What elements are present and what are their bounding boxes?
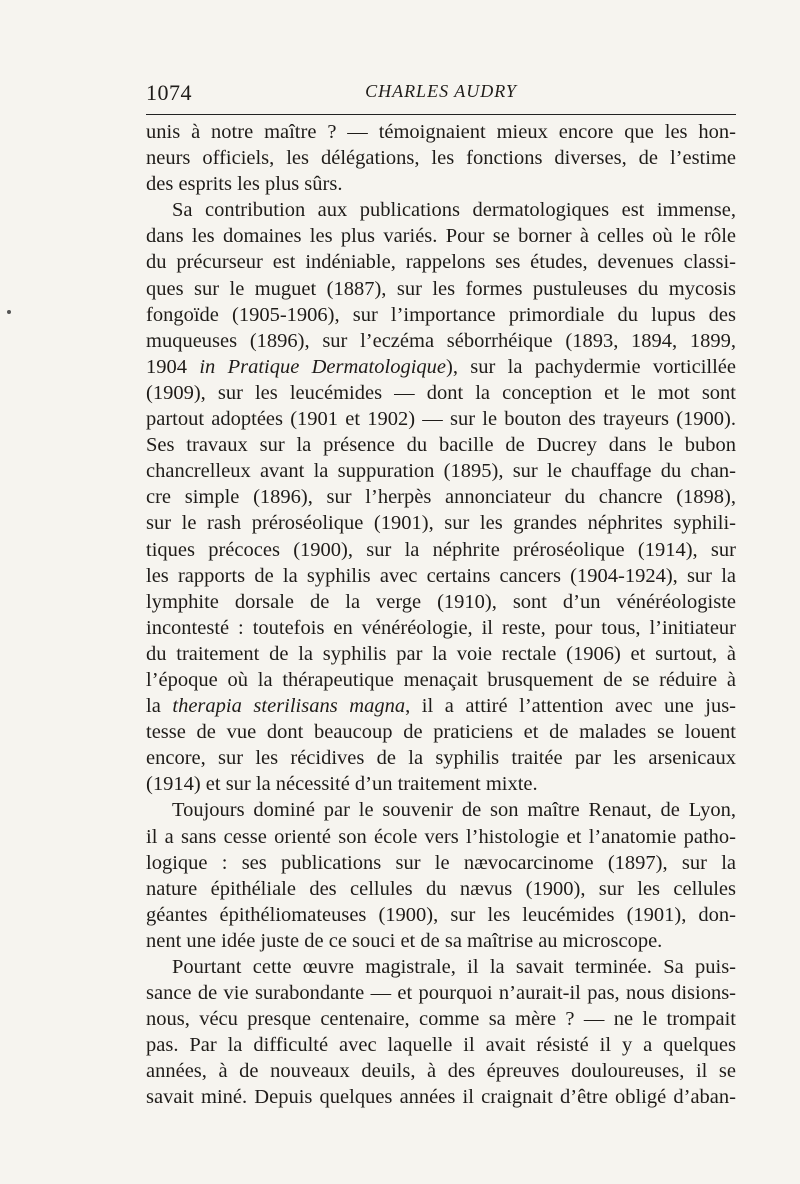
text-line: tesse de vue dont beaucoup de praticiens et de malades se louent	[146, 721, 736, 744]
page-number: 1074	[146, 80, 192, 105]
text-line	[146, 693, 736, 719]
text-line: pas. Par la difficulté avec laquelle il avait résisté il y a quelques	[146, 1034, 736, 1057]
text-line: (1914) et sur la nécessité d’un traitement mixte.	[146, 773, 538, 796]
text-segment: ), sur la pachydermie vorticillée	[446, 355, 737, 378]
text-line: fongoïde (1905-1906), sur l’importance primordiale du lupus des	[146, 303, 736, 326]
text-line	[146, 354, 736, 380]
header-rule	[146, 114, 736, 115]
text-line: ques sur le muguet (1887), sur les formes pustuleuses du mycosis	[146, 277, 736, 300]
running-head: CHARLES AUDRY	[365, 81, 517, 101]
text-line: des esprits les plus sûrs.	[146, 173, 343, 196]
text-line: nous, vécu presque centenaire, comme sa mère ? — ne le trompait	[146, 1008, 736, 1031]
text-segment: , il a attiré l’attention avec une jus-	[405, 695, 736, 718]
text-line: Toujours dominé par le souvenir de son maître Renaut, de Lyon,	[172, 799, 736, 822]
text-line: sur le rash préroséolique (1901), sur les grandes néphrites syphili-	[146, 512, 736, 535]
text-line: tiques précoces (1900), sur la néphrite préroséolique (1914), sur	[146, 538, 736, 561]
text-segment: 1904	[146, 355, 200, 378]
text-line: années, à de nouveaux deuils, à des épreuves douloureuses, il se	[146, 1060, 736, 1083]
text-line: il a sans cesse orienté son école vers l’histologie et l’anatomie patho-	[146, 825, 736, 848]
text-line: Sa contribution aux publications dermatologiques est immense,	[172, 199, 736, 222]
text-line: Pourtant cette œuvre magistrale, il la savait terminée. Sa puis-	[172, 956, 736, 978]
text-line: dans les domaines les plus variés. Pour se borner à celles où le rôle	[146, 225, 736, 248]
text-line: logique : ses publications sur le nævocarcinome (1897), sur la	[146, 851, 736, 874]
italic-title: in Pratique Dermatologique	[199, 355, 446, 378]
text-line: muqueuses (1896), sur l’eczéma séborrhéique (1893, 1894, 1899,	[146, 329, 736, 352]
text-segment: la	[146, 695, 173, 718]
page-header	[146, 80, 736, 110]
text-line: nent une idée juste de ce souci et de sa maîtrise au microscope.	[146, 929, 663, 952]
text-line: incontesté : toutefois en vénéréologie, il reste, pour tous, l’initiateur	[146, 616, 736, 639]
text-line: sance de vie surabondante — et pourquoi n’aurait-il pas, nous disions-	[146, 982, 736, 1005]
text-line: lymphite dorsale de la verge (1910), sont d’un vénéréologiste	[146, 590, 736, 613]
text-line: nature épithéliale des cellules du nævus (1900), sur les cellules	[146, 877, 736, 900]
text-line: neurs officiels, les délégations, les fonctions diverses, de l’estime	[146, 147, 736, 170]
italic-term: therapia sterilisans magna	[172, 695, 406, 718]
body-text	[146, 119, 736, 1111]
text-line: géantes épithéliomateuses (1900), sur les leucémides (1901), don-	[146, 903, 736, 926]
text-line: l’époque où la thérapeutique menaçait brusquement de se réduire à	[146, 668, 736, 691]
text-line: du traitement de la syphilis par la voie rectale (1906) et surtout, à	[146, 642, 736, 665]
text-line: unis à notre maître ? — témoignaient mieux encore que les hon-	[146, 121, 736, 143]
text-line: Ses travaux sur la présence du bacille de Ducrey dans le bubon	[146, 434, 736, 457]
text-line: du précurseur est indéniable, rappelons ses études, devenues classi-	[146, 251, 736, 274]
text-line: cre simple (1896), sur l’herpès annonciateur du chancre (1898),	[146, 486, 736, 509]
text-line: (1909), sur les leucémides — dont la conception et le mot sont	[146, 381, 736, 404]
text-line: savait miné. Depuis quelques années il craignait d’être obligé d’aban-	[146, 1086, 736, 1109]
text-line: partout adoptées (1901 et 1902) — sur le bouton des trayeurs (1900).	[146, 408, 736, 431]
margin-speck	[7, 310, 11, 314]
text-line: les rapports de la syphilis avec certains cancers (1904-1924), sur la	[146, 564, 736, 587]
text-line: chancrelleux avant la suppuration (1895), sur le chauffage du chan-	[146, 460, 736, 483]
text-line: encore, sur les récidives de la syphilis traitée par les arsenicaux	[146, 747, 736, 770]
